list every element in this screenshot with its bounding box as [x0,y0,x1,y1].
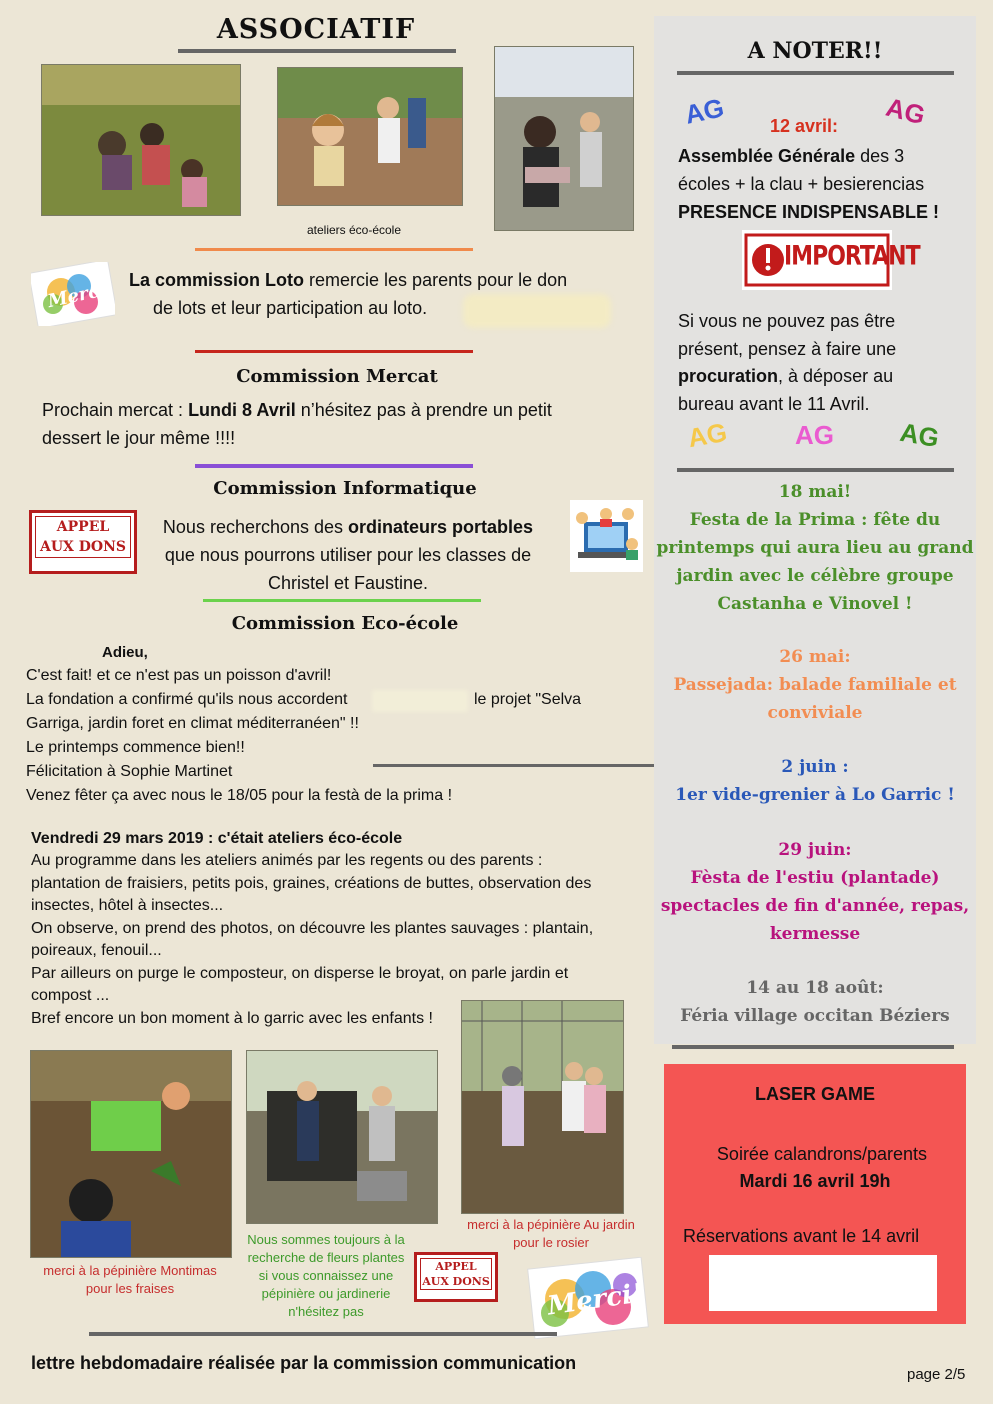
event-5-line-2: Féria village occitan Béziers [680,1006,950,1026]
ecoecole-line-2b: le projet "Selva [474,691,582,708]
caption-fleurs-l2: recherche de fleurs plantes [247,1250,405,1265]
ag-date: 12 avril: [770,116,839,136]
photo-children-rose [461,1000,624,1214]
friday-line-7: compost ... [31,987,110,1004]
laptop-kids-clipart [570,500,643,572]
photo-caption-ateliers: ateliers éco-école [306,223,402,237]
ag-line-1-bold: Assemblée Générale [678,146,856,166]
sidebar-divider-3 [672,1045,954,1049]
friday-line-6: Par ailleurs on purge le composteur, on disperse le broyat, on parle jardin et [31,964,569,982]
caption-montimas [20,1262,240,1298]
laser-game-box [664,1064,966,1324]
ag-line-1 [678,142,978,170]
event-2-line-3: conviviale [767,703,863,723]
divider-gray-mid [373,764,656,767]
procuration-line-1: Si vous ne pouvez pas être [678,311,896,331]
caption-montimas-l1: merci à la pépinière Montimas [43,1263,217,1278]
laser-white-field [709,1255,937,1311]
friday-line-3: insectes, hôtel à insectes... [31,897,224,914]
ag-blue-1: AG [682,92,727,130]
loto-line-1 [129,268,567,292]
photo-girl-seed-tray [494,46,634,231]
friday-line-8: Bref encore un bon moment à lo garric avec les enfants ! [31,1009,433,1027]
appel-aux-dons-stamp [29,510,137,574]
ag-pink-2: AG [795,420,834,450]
ag-green: AG [897,416,942,454]
ag-line-3: PRESENCE INDISPENSABLE ! [678,202,940,222]
event-1-line-4: jardin avec le célèbre groupe [676,566,954,586]
procuration-text [678,308,968,418]
event-1-line-2: Festa de la Prima : fête du [689,510,941,530]
friday-line-5: poireaux, fenouil... [31,942,162,959]
photo-children-grass [41,64,241,216]
svg-text:Merci!: Merci! [545,1278,646,1322]
caption-fleurs-l1: Nous sommes toujours à la [247,1232,405,1247]
procuration-line-4: bureau avant le 11 Avril. [678,393,870,414]
informatique-heading: Commission Informatique [213,478,477,499]
ecoecole-line-2: La fondation a confirmé qu'ils nous accordent [26,691,348,708]
event-2-date: 26 mai: [779,647,851,667]
page-number: page 2/5 [907,1366,966,1383]
event-4-line-2: Fèsta de l'estiu (plantade) [690,868,940,888]
ag-yellow: AG [685,416,730,454]
appel-aux-dons-stamp-small [414,1252,498,1302]
event-1-line-5: Castanha e Vinovel ! [717,594,913,614]
informatique-text [138,513,558,597]
informatique-bold: ordinateurs portables [348,517,534,537]
caption-au-jardin [451,1216,651,1252]
appel-line-2: AUX DONS [39,539,127,555]
event-passejada [654,643,976,727]
event-4-date: 29 juin: [778,840,852,860]
footer-text: lettre hebdomadaire réalisée par la commission communication [31,1353,577,1373]
divider-green [203,599,481,602]
photo-girl-smiling [277,67,463,206]
friday-line-1: Au programme dans les ateliers animés par les regents ou des parents : [31,852,543,869]
sidebar-divider-1 [677,71,954,75]
laser-line-2: Mardi 16 avril 19h [739,1171,891,1191]
caption-au-jardin-l2: pour le rosier [513,1235,589,1250]
appel-line-1: APPEL [56,519,110,535]
event-vide-grenier [654,753,976,809]
caption-au-jardin-l1: merci à la pépinière Au jardin [467,1217,635,1232]
event-festa-estiu [654,836,976,948]
informatique-pre: Nous recherchons des [162,517,349,537]
noter-heading: A NOTER!! [747,38,883,64]
loto-rest: remercie les parents pour le don [304,270,568,290]
friday-line-2: plantation de fraisiers, petits pois, graines, créations de buttes, observation des [31,874,592,892]
ag-line-2: écoles + la clau + besierencias [678,174,925,194]
event-festa-prima [654,478,976,618]
mercat-post: n’hésitez pas à prendre un petit [295,400,552,420]
appel-small-line-2: AUX DONS [422,1275,490,1288]
blurred-redaction [463,294,611,328]
procuration-rest: , à déposer au [778,366,894,386]
ag-line-1-rest: des 3 [855,146,905,166]
ecoecole-heading: Commission Eco-école [231,613,459,634]
ag-pink-1: AG [883,91,929,131]
photo-adults-compost [246,1050,438,1224]
mercat-line-2: dessert le jour même !!!! [42,428,236,448]
event-5-date: 14 au 18 août: [746,978,884,998]
informatique-line-3: Christel et Faustine. [267,573,429,593]
ecoecole-line-3: Garriga, jardin foret en climat méditerranéen" !! [26,715,359,732]
mercat-pre: Prochain mercat : [42,400,189,420]
mercat-heading: Commission Mercat [236,366,438,387]
mercat-date: Lundi 8 Avril [188,400,296,420]
sidebar-divider-2 [677,468,954,472]
title-underline [178,49,456,53]
appel-small-line-1: APPEL [435,1260,477,1273]
divider-purple [195,464,473,468]
event-4-line-3: spectacles de fin d'année, repas, [660,896,970,916]
laser-line-3: Réservations avant le 14 avril [683,1226,920,1246]
ecoecole-line-5: Félicitation à Sophie Martinet [26,763,233,780]
caption-fleurs-l5: n'hésitez pas [288,1304,364,1319]
photo-boy-strawberries [30,1050,232,1258]
event-1-line-3: printemps qui aura lieu au grand [656,538,974,558]
loto-bold: La commission Loto [129,270,305,290]
ecoecole-line-4: Le printemps commence bien!! [26,739,245,756]
event-4-line-4: kermesse [769,924,861,944]
adieu-label: Adieu, [102,644,148,661]
blurred-amount [372,690,468,712]
friday-line-4: On observe, on prend des photos, on découvre les plantes sauvages : plantain, [31,919,594,937]
caption-fleurs-l3: si vous connaissez une [258,1268,394,1283]
svg-text:Merci!: Merci! [45,277,115,313]
laser-title: LASER GAME [754,1084,875,1104]
event-3-date: 2 juin : [781,757,849,777]
page-title: ASSOCIATIF [216,14,416,45]
ag-text [678,142,978,226]
divider-footer [89,1332,557,1336]
caption-fleurs-l4: pépinière ou jardinerie [261,1286,391,1301]
merci-sticker-top [31,262,115,326]
informatique-line-2: que nous pourrons utiliser pour les classes de [164,545,532,565]
merci-sticker-bottom [527,1257,649,1339]
mercat-line-1 [42,396,552,424]
caption-fleurs [236,1231,416,1321]
important-label: IMPORTANT [784,241,920,272]
event-1-date: 18 mai! [778,482,852,502]
event-2-line-2: Passejada: balade familiale et [673,675,957,695]
divider-orange [195,248,473,251]
ecoecole-line-1: C'est fait! et ce n'est pas un poisson d'avril! [26,667,332,684]
procuration-line-2: présent, pensez à faire une [678,338,897,359]
event-feria [654,974,976,1030]
friday-heading: Vendredi 29 mars 2019 : c'était ateliers éco-école [31,830,403,847]
procuration-bold: procuration [678,366,779,386]
caption-montimas-l2: pour les fraises [85,1281,175,1296]
event-3-line-2: 1er vide-grenier à Lo Garric ! [675,785,955,805]
loto-line-2: de lots et leur participation au loto. [153,298,428,318]
divider-red [195,350,473,353]
ecoecole-line-6: Venez fêter ça avec nous le 18/05 pour la festà de la prima ! [26,787,453,804]
important-stamp [742,230,920,290]
laser-line-1: Soirée calandrons/parents [716,1144,928,1164]
informatique-line-1 [138,513,558,541]
procuration-line-3 [678,363,968,391]
